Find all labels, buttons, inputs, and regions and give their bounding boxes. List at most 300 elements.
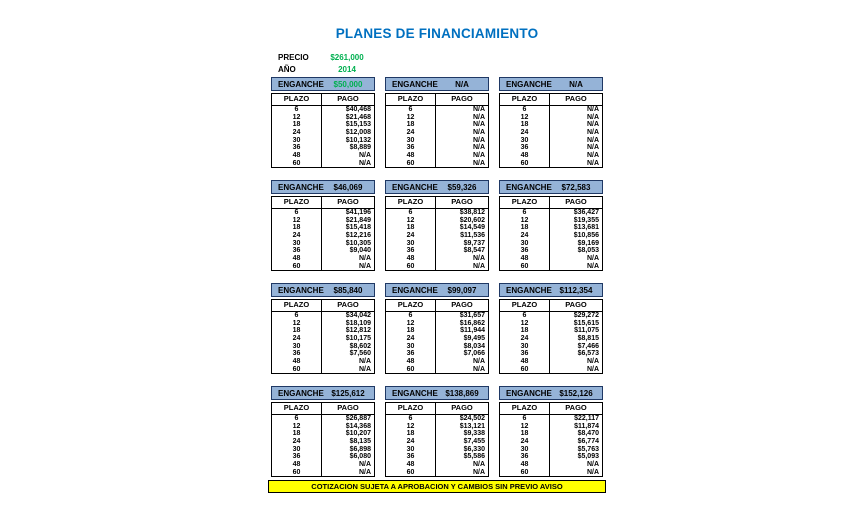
table-body [272, 106, 374, 168]
pago-cell: $8,470 [577, 430, 599, 438]
payment-table [385, 196, 489, 271]
plazo-cell: 48 [386, 255, 436, 263]
pago-cell: N/A [586, 152, 599, 160]
payment-table [271, 196, 375, 271]
table-row [272, 240, 374, 248]
plazo-cell: 6 [272, 106, 322, 114]
plazo-cell: 30 [272, 343, 322, 351]
table-row [386, 160, 488, 168]
pago-cell: $12,812 [345, 327, 371, 335]
plazo-header: PLAZO [500, 300, 550, 311]
plazo-cell: 30 [386, 343, 436, 351]
pago-cell: $38,812 [459, 209, 485, 216]
pago-cell: $7,066 [463, 350, 485, 358]
plazo-cell: 24 [272, 129, 322, 137]
finance-table [385, 283, 489, 374]
table-row [272, 423, 374, 431]
table-row [500, 327, 602, 335]
pago-cell: $15,153 [345, 121, 371, 129]
plazo-cell: 24 [272, 335, 322, 343]
plazo-cell: 18 [272, 430, 322, 438]
enganche-value: $59,326 [447, 182, 477, 192]
plazo-cell: 24 [272, 438, 322, 446]
enganche-header [499, 180, 603, 194]
precio-label: PRECIO [278, 52, 309, 62]
table-row [500, 144, 602, 152]
table-row [272, 224, 374, 232]
plazo-cell: 24 [272, 232, 322, 240]
pago-cell: $5,586 [463, 453, 485, 461]
table-row [272, 152, 374, 160]
plazo-header: PLAZO [500, 197, 550, 208]
plazo-cell: 30 [272, 240, 322, 248]
plazo-cell: 48 [386, 358, 436, 366]
table-row [500, 224, 602, 232]
table-row [272, 232, 374, 240]
pago-cell: N/A [358, 255, 371, 263]
table-row [272, 114, 374, 122]
enganche-label: ENGANCHE [506, 285, 552, 295]
pago-cell: N/A [472, 159, 485, 167]
table-row [386, 358, 488, 366]
plazo-cell: 18 [272, 121, 322, 129]
plazo-cell: 12 [386, 114, 436, 122]
plazo-cell: 36 [386, 350, 436, 358]
pago-cell: N/A [358, 152, 371, 160]
plazo-cell: 36 [386, 247, 436, 255]
plazo-cell: 18 [386, 430, 436, 438]
pago-cell: $15,418 [345, 224, 371, 232]
plazo-header: PLAZO [272, 197, 322, 208]
pago-cell: N/A [358, 262, 371, 270]
table-row [272, 137, 374, 145]
table-row [386, 469, 488, 477]
pago-header: PAGO [337, 197, 359, 206]
pago-cell: N/A [358, 358, 371, 366]
pago-cell: $11,536 [460, 232, 485, 240]
table-header-row [386, 94, 488, 106]
pago-cell: $8,602 [349, 342, 371, 350]
pago-cell: N/A [586, 461, 599, 469]
pago-cell: $10,856 [573, 232, 599, 240]
payment-table [271, 299, 375, 374]
plazo-cell: 6 [272, 415, 322, 423]
table-row [500, 232, 602, 240]
table-header-row [500, 197, 602, 209]
plazo-cell: 6 [386, 415, 436, 423]
enganche-label: ENGANCHE [392, 79, 438, 89]
table-row [500, 335, 602, 343]
pago-cell: N/A [472, 136, 485, 144]
pago-header: PAGO [451, 94, 473, 103]
table-body [272, 312, 374, 374]
finance-table [385, 180, 489, 271]
table-row [386, 366, 488, 374]
plazo-cell: 12 [500, 114, 550, 122]
pago-header: PAGO [565, 94, 587, 103]
table-row [272, 327, 374, 335]
pago-cell: $10,132 [345, 136, 371, 144]
table-row [500, 461, 602, 469]
table-row [272, 255, 374, 263]
plazo-cell: 6 [386, 312, 436, 320]
table-row [272, 350, 374, 358]
table-row [386, 320, 488, 328]
table-row [500, 446, 602, 454]
enganche-label: ENGANCHE [506, 79, 552, 89]
payment-table [385, 402, 489, 477]
plazo-cell: 24 [500, 335, 550, 343]
pago-cell: $5,763 [577, 445, 599, 453]
pago-cell: $34,042 [345, 312, 371, 319]
enganche-header [499, 283, 603, 297]
table-header-row [272, 94, 374, 106]
table-row [500, 423, 602, 431]
payment-table [499, 93, 603, 168]
payment-table [499, 299, 603, 374]
table-row [272, 312, 374, 320]
pago-cell: $31,657 [459, 312, 485, 319]
plazo-cell: 18 [272, 224, 322, 232]
plazo-cell: 60 [386, 263, 436, 271]
finance-table [385, 77, 489, 168]
pago-cell: $13,121 [459, 422, 485, 430]
precio-value: $261,000 [330, 52, 364, 62]
table-row [386, 350, 488, 358]
plazo-cell: 6 [500, 106, 550, 114]
plazo-cell: 18 [386, 327, 436, 335]
pago-header: PAGO [337, 300, 359, 309]
pago-cell: $16,862 [459, 319, 485, 327]
ano-value: 2014 [338, 64, 356, 74]
pago-header: PAGO [565, 197, 587, 206]
payment-table [499, 196, 603, 271]
table-header-row [272, 403, 374, 415]
plazo-cell: 30 [500, 240, 550, 248]
plazo-cell: 12 [272, 320, 322, 328]
table-header-row [500, 403, 602, 415]
enganche-value: $99,097 [447, 285, 477, 295]
table-row [500, 137, 602, 145]
pago-header: PAGO [565, 403, 587, 412]
plazo-cell: 24 [386, 335, 436, 343]
pago-cell: $40,468 [345, 106, 371, 113]
table-row [500, 415, 602, 423]
plazo-header: PLAZO [386, 197, 436, 208]
table-row [272, 358, 374, 366]
plazo-cell: 12 [386, 217, 436, 225]
table-row [500, 438, 602, 446]
table-row [500, 366, 602, 374]
pago-cell: $8,889 [349, 144, 371, 152]
pago-cell: $9,169 [577, 239, 599, 247]
plazo-cell: 48 [386, 461, 436, 469]
pago-cell: N/A [586, 129, 599, 137]
table-row [272, 129, 374, 137]
plazo-cell: 60 [272, 263, 322, 271]
plazo-cell: 18 [272, 327, 322, 335]
plazo-cell: 48 [272, 255, 322, 263]
table-row [272, 121, 374, 129]
table-row [386, 263, 488, 271]
pago-cell: $11,944 [460, 327, 485, 335]
plazo-cell: 48 [272, 152, 322, 160]
pago-cell: $7,466 [577, 342, 599, 350]
pago-cell: $10,305 [345, 239, 371, 247]
finance-table [499, 386, 603, 477]
pago-cell: $8,053 [577, 247, 599, 255]
enganche-value: $125,612 [331, 388, 365, 398]
plazo-cell: 36 [272, 350, 322, 358]
enganche-label: ENGANCHE [392, 182, 438, 192]
plazo-cell: 24 [500, 232, 550, 240]
plazo-header: PLAZO [386, 300, 436, 311]
pago-cell: $8,815 [577, 335, 599, 343]
table-row [386, 152, 488, 160]
table-row [272, 106, 374, 114]
plazo-cell: 12 [386, 423, 436, 431]
enganche-value: $85,840 [333, 285, 363, 295]
enganche-value: $50,000 [333, 79, 363, 89]
pago-cell: $22,117 [574, 415, 599, 422]
plazo-cell: 24 [500, 438, 550, 446]
pago-cell: $9,338 [463, 430, 485, 438]
plazo-cell: 18 [500, 327, 550, 335]
pago-cell: $8,135 [349, 438, 371, 446]
plazo-cell: 36 [386, 144, 436, 152]
table-row [500, 358, 602, 366]
table-row [272, 247, 374, 255]
plazo-cell: 30 [386, 446, 436, 454]
finance-table [385, 386, 489, 477]
plazo-cell: 48 [500, 461, 550, 469]
pago-cell: $6,774 [577, 438, 599, 446]
price-info [278, 51, 366, 75]
enganche-label: ENGANCHE [392, 285, 438, 295]
pago-cell: N/A [472, 106, 485, 113]
table-row [500, 247, 602, 255]
plazo-cell: 36 [500, 247, 550, 255]
pago-cell: N/A [586, 144, 599, 152]
pago-cell: N/A [472, 461, 485, 469]
pago-cell: N/A [586, 106, 599, 113]
pago-cell: $26,887 [345, 415, 371, 422]
enganche-header [271, 77, 375, 91]
plazo-cell: 12 [500, 423, 550, 431]
pago-cell: N/A [472, 152, 485, 160]
plazo-cell: 12 [386, 320, 436, 328]
enganche-label: ENGANCHE [278, 388, 324, 398]
pago-cell: N/A [586, 113, 599, 121]
pago-cell: N/A [472, 262, 485, 270]
payment-table [385, 299, 489, 374]
table-row [386, 312, 488, 320]
enganche-header [385, 283, 489, 297]
pago-cell: $36,427 [573, 209, 599, 216]
table-row [386, 232, 488, 240]
table-row [272, 335, 374, 343]
table-header-row [386, 197, 488, 209]
plazo-header: PLAZO [272, 403, 322, 414]
pago-cell: $6,080 [349, 453, 371, 461]
enganche-value: N/A [455, 79, 469, 89]
ano-label: AÑO [278, 64, 296, 74]
table-row [386, 430, 488, 438]
disclaimer-banner: COTIZACION SUJETA A APROBACION Y CAMBIOS SIN PREVIO AVISO [268, 480, 606, 493]
table-row [500, 263, 602, 271]
enganche-label: ENGANCHE [278, 182, 324, 192]
pago-cell: $14,368 [345, 422, 371, 430]
enganche-header [499, 386, 603, 400]
table-row [500, 430, 602, 438]
plazo-cell: 18 [500, 121, 550, 129]
plazo-cell: 36 [272, 247, 322, 255]
pago-cell: N/A [472, 358, 485, 366]
plazo-cell: 60 [386, 366, 436, 374]
table-row [272, 209, 374, 217]
pago-cell: $20,602 [459, 216, 485, 224]
enganche-value: N/A [569, 79, 583, 89]
pago-cell: N/A [586, 468, 599, 476]
plazo-cell: 36 [500, 453, 550, 461]
pago-header: PAGO [337, 403, 359, 412]
pago-header: PAGO [337, 94, 359, 103]
sheet-content [268, 0, 606, 520]
pago-cell: N/A [586, 159, 599, 167]
enganche-header [271, 180, 375, 194]
enganche-value: $152,126 [559, 388, 593, 398]
table-row [272, 446, 374, 454]
enganche-header [385, 386, 489, 400]
plazo-cell: 36 [272, 453, 322, 461]
pago-cell: N/A [472, 121, 485, 129]
plazo-cell: 18 [500, 430, 550, 438]
pago-cell: $29,272 [573, 312, 599, 319]
pago-header: PAGO [451, 300, 473, 309]
pago-cell: $10,207 [345, 430, 371, 438]
enganche-label: ENGANCHE [392, 388, 438, 398]
plazo-cell: 60 [272, 366, 322, 374]
pago-cell: $18,109 [345, 319, 371, 327]
plazo-cell: 6 [500, 209, 550, 217]
plazo-cell: 36 [386, 453, 436, 461]
table-body [272, 415, 374, 477]
table-row [500, 350, 602, 358]
plazo-cell: 24 [386, 129, 436, 137]
table-row [386, 415, 488, 423]
enganche-header [499, 77, 603, 91]
plazo-cell: 36 [272, 144, 322, 152]
pago-cell: N/A [586, 365, 599, 373]
table-row [500, 255, 602, 263]
enganche-value: $72,583 [561, 182, 591, 192]
enganche-header [271, 283, 375, 297]
table-row [386, 224, 488, 232]
plazo-cell: 18 [386, 224, 436, 232]
plazo-cell: 60 [500, 366, 550, 374]
table-row [272, 366, 374, 374]
table-row [272, 160, 374, 168]
table-row [500, 106, 602, 114]
table-row [272, 469, 374, 477]
table-row [386, 129, 488, 137]
table-row [386, 217, 488, 225]
table-row [386, 446, 488, 454]
table-row [272, 453, 374, 461]
pago-cell: $11,874 [574, 422, 599, 430]
table-header-row [272, 197, 374, 209]
table-row [500, 312, 602, 320]
plazo-cell: 48 [500, 255, 550, 263]
payment-table [499, 402, 603, 477]
plazo-cell: 6 [386, 209, 436, 217]
pago-cell: $19,355 [573, 216, 599, 224]
finance-table [499, 77, 603, 168]
enganche-label: ENGANCHE [506, 388, 552, 398]
plazo-cell: 30 [500, 446, 550, 454]
plazo-cell: 18 [500, 224, 550, 232]
pago-cell: $9,737 [463, 239, 485, 247]
plazo-cell: 6 [386, 106, 436, 114]
plazo-header: PLAZO [500, 94, 550, 105]
table-row [386, 461, 488, 469]
plazo-header: PLAZO [386, 403, 436, 414]
pago-cell: $7,560 [349, 350, 371, 358]
table-row [272, 263, 374, 271]
table-row [386, 423, 488, 431]
table-row [386, 453, 488, 461]
table-body [386, 312, 488, 374]
pago-cell: $14,549 [459, 224, 485, 232]
table-row [272, 343, 374, 351]
pago-cell: N/A [472, 365, 485, 373]
table-body [500, 209, 602, 271]
pago-cell: $6,898 [349, 445, 371, 453]
table-header-row [500, 300, 602, 312]
plazo-header: PLAZO [386, 94, 436, 105]
table-row [500, 240, 602, 248]
pago-cell: $9,040 [349, 247, 371, 255]
pago-cell: $21,468 [345, 113, 371, 121]
table-body [386, 106, 488, 168]
finance-table [271, 77, 375, 168]
pago-cell: $6,330 [463, 445, 485, 453]
table-row [272, 430, 374, 438]
table-row [386, 106, 488, 114]
table-body [500, 312, 602, 374]
finance-table [271, 283, 375, 374]
plazo-cell: 6 [500, 415, 550, 423]
table-row [272, 320, 374, 328]
pago-cell: $12,008 [345, 129, 371, 137]
plazo-cell: 48 [272, 461, 322, 469]
table-row [272, 144, 374, 152]
table-row [386, 144, 488, 152]
table-row [386, 438, 488, 446]
pago-cell: N/A [586, 136, 599, 144]
table-body [272, 209, 374, 271]
enganche-label: ENGANCHE [278, 285, 324, 295]
plazo-header: PLAZO [272, 94, 322, 105]
pago-cell: N/A [586, 262, 599, 270]
table-body [386, 415, 488, 477]
table-row [386, 137, 488, 145]
enganche-label: ENGANCHE [506, 182, 552, 192]
pago-header: PAGO [451, 197, 473, 206]
pago-cell: N/A [472, 129, 485, 137]
table-row [500, 453, 602, 461]
payment-table [271, 402, 375, 477]
